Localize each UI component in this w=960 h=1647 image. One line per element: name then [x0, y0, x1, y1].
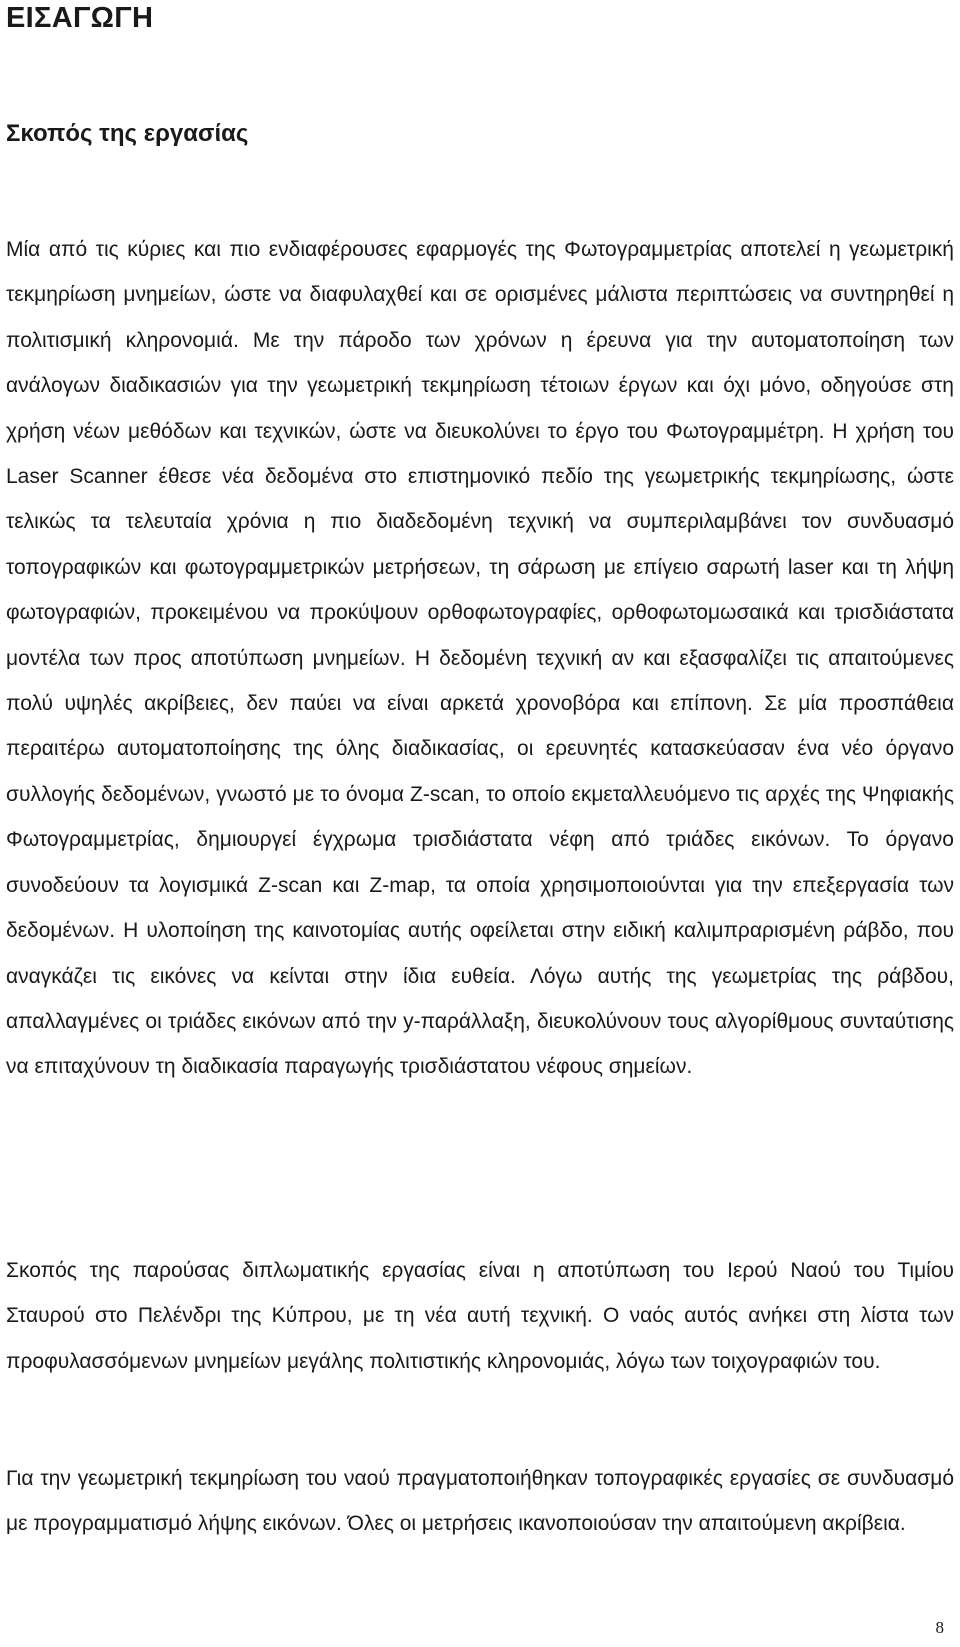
- page-number: 8: [935, 1618, 944, 1637]
- paragraph-intro: Μία από τις κύριες και πιο ενδιαφέρουσες εφαρμογές της Φωτογραμμετρίας αποτελεί η γεωμετρική τεκμηρίωση μνημείων, ώστε να διαφυλαχθεί και σε ορισμένες μάλιστα περιπτώσεις να συντηρηθεί η πολιτισμική κληρονομιά. Με την πάροδο των χρόνων η έρευνα για την αυτοματοποίηση των ανάλογων διαδικασιών για την γεωμετρική τεκμηρίωση τέτοιων έργων και όχι μόνο, οδηγούσε στη χρήση νέων μεθόδων και τεχνικών, ώστε να διευκολύνει το έργο του Φωτογραμμέτρη. Η χρήση του Laser Scanner έθεσε νέα δεδομένα στο επιστημονικό πεδίο της γεωμετρικής τεκμηρίωσης, ώστε τελικώς τα τελευταία χρόνια η πιο διαδεδομένη τεχνική να συμπεριλαμβάνει τον συνδυασμό τοπογραφικών και φωτογραμμετρικών μετρήσεων, τη σάρωση με επίγειο σαρωτή laser και τη λήψη φωτογραφιών, προκειμένου να προκύψουν ορθοφωτογραφίες, ορθοφωτομωσαικά και τρισδιάστατα μοντέλα των προς αποτύπωση μνημείων. Η δεδομένη τεχνική αν και εξασφαλίζει τις απαιτούμενες πολύ υψηλές ακρίβειες, δεν παύει να είναι αρκετά χρονοβόρα και επίπονη. Σε μία προσπάθεια περαιτέρω αυτοματοποίησης της όλης διαδικασίας, οι ερευνητές κατασκεύασαν ένα νέο όργανο συλλογής δεδομένων, γνωστό με το όνομα Z-scan, το οποίο εκμεταλλευόμενο τις αρχές της Ψηφιακής Φωτογραμμετρίας, δημιουργεί έγχρωμα τρισδιάστατα νέφη από τριάδες εικόνων. Το όργανο συνοδεύουν τα λογισμικά Z-scan και Z-map, τα οποία χρησιμοποιούνται για την επεξεργασία των δεδομένων. Η υλοποίηση της καινοτομίας αυτής οφείλεται στην ειδική καλιμπραρισμένη ράβδο, που αναγκάζει τις εικόνες να κείνται στην ίδια ευθεία. Λόγω αυτής της γεωμετρίας της ράβδου, απαλλαγμένες οι τριάδες εικόνων από την y-παράλλαξη, διευκολύνουν τους αλγορίθμους συνταύτισης να επιταχύνουν τη διαδικασία παραγωγής τρισδιάστατου νέφους σημείων.: [6, 238, 954, 1079]
- paragraph-documentation: Για την γεωμετρική τεκμηρίωση του ναού πραγματοποιήθηκαν τοπογραφικές εργασίες σε συνδυασμό με προγραμματισμό λήψης εικόνων. Όλες οι μετρήσεις ικανοποιούσαν την απαιτούμενη ακρίβεια.: [6, 1467, 954, 1536]
- chapter-title: ΕΙΣΑΓΩΓΗ: [6, 2, 154, 34]
- section-title: Σκοπός της εργασίας: [6, 120, 249, 147]
- paragraph-purpose: Σκοπός της παρούσας διπλωματικής εργασίας είναι η αποτύπωση του Ιερού Ναού του Τιμίου Σταυρού στο Πελένδρι της Κύπρου, με τη νέα αυτή τεχνική. Ο ναός αυτός ανήκει στη λίστα των προφυλασσόμενων μνημείων μεγάλης πολιτιστικής κληρονομιάς, λόγω των τοιχογραφιών του.: [6, 1259, 954, 1373]
